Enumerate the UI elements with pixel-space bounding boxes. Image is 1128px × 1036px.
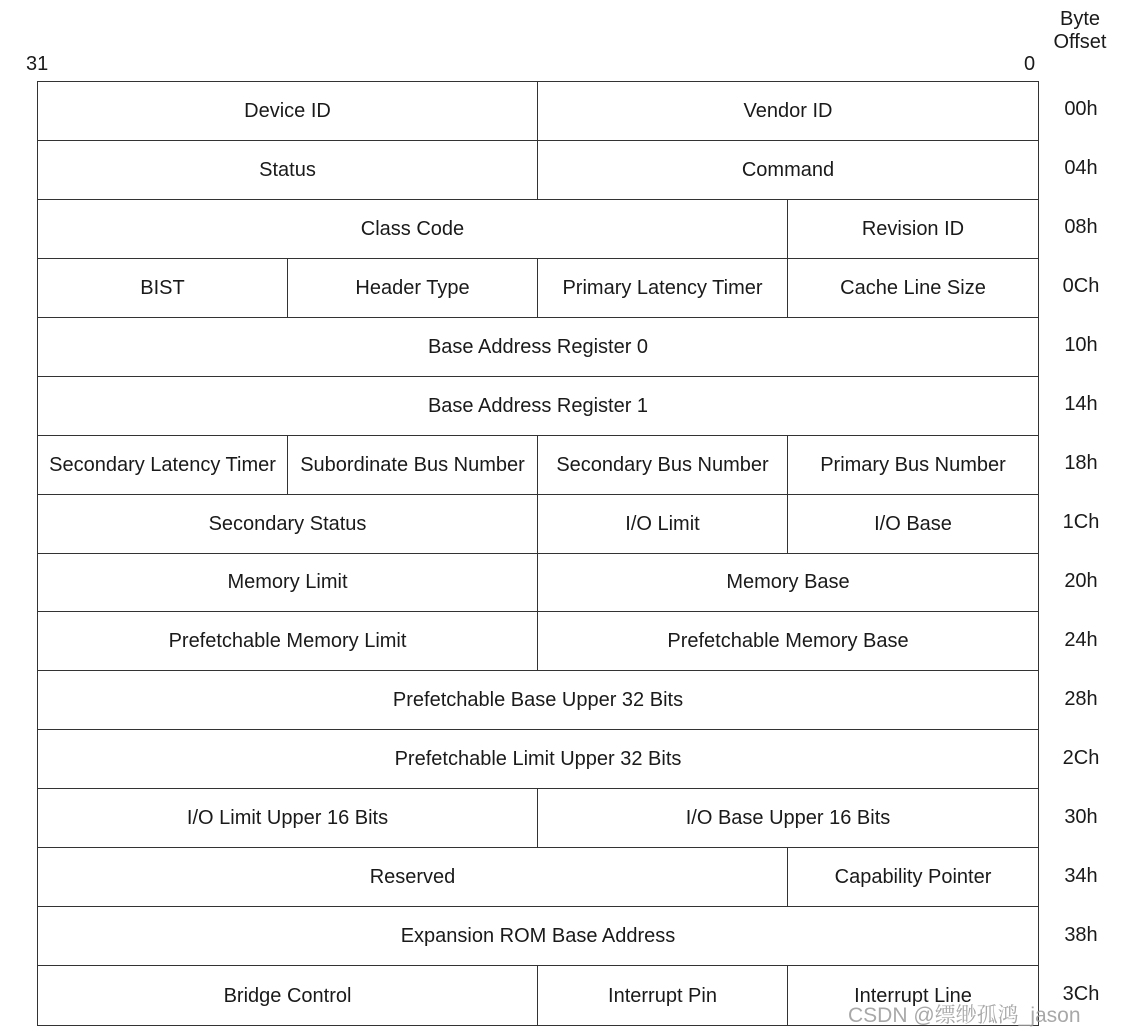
offset-label: 04h — [1064, 156, 1098, 179]
field-command: Command — [538, 141, 1038, 200]
byte-offset-header-line-1: Byte — [1059, 8, 1101, 30]
field-header-type: Header Type — [288, 259, 538, 318]
field-cache-line-size: Cache Line Size — [788, 259, 1038, 318]
byte-offset-header — [1040, 8, 1120, 54]
field-prefetchable-memory-limit: Prefetchable Memory Limit — [38, 612, 538, 671]
field-secondary-bus-number: Secondary Bus Number — [538, 436, 788, 495]
field-base-address-register-0: Base Address Register 0 — [38, 318, 1038, 377]
field-bridge-control: Bridge Control — [38, 966, 538, 1025]
type1-config-header-table — [37, 81, 1039, 1026]
field-i-o-limit-upper-16-bits: I/O Limit Upper 16 Bits — [38, 789, 538, 848]
field-reserved: Reserved — [38, 848, 788, 907]
offset-label: 38h — [1064, 924, 1098, 947]
field-expansion-rom-base-address: Expansion ROM Base Address — [38, 907, 1038, 966]
field-i-o-limit: I/O Limit — [538, 495, 788, 554]
field-bist: BIST — [38, 259, 288, 318]
field-prefetchable-limit-upper-32-bits: Prefetchable Limit Upper 32 Bits — [38, 730, 1038, 789]
bit-0-label: 0 — [1024, 53, 1036, 75]
offset-label: 28h — [1064, 688, 1098, 711]
field-secondary-latency-timer: Secondary Latency Timer — [38, 436, 288, 495]
offset-label: 0Ch — [1062, 274, 1100, 297]
field-i-o-base: I/O Base — [788, 495, 1038, 554]
field-primary-latency-timer: Primary Latency Timer — [538, 259, 788, 318]
field-revision-id: Revision ID — [788, 200, 1038, 259]
offset-label: 34h — [1064, 865, 1098, 888]
bit-31-label: 31 — [26, 53, 49, 75]
offset-label: 08h — [1064, 215, 1098, 238]
offset-label: 00h — [1064, 97, 1098, 120]
field-status: Status — [38, 141, 538, 200]
offset-label: 30h — [1064, 806, 1098, 829]
offset-label: 20h — [1064, 570, 1098, 593]
field-subordinate-bus-number: Subordinate Bus Number — [288, 436, 538, 495]
field-device-id: Device ID — [38, 82, 538, 141]
field-class-code: Class Code — [38, 200, 788, 259]
offset-label: 18h — [1064, 451, 1098, 474]
field-capability-pointer: Capability Pointer — [788, 848, 1038, 907]
field-i-o-base-upper-16-bits: I/O Base Upper 16 Bits — [538, 789, 1038, 848]
offset-label: 10h — [1064, 333, 1098, 356]
field-primary-bus-number: Primary Bus Number — [788, 436, 1038, 495]
field-interrupt-pin: Interrupt Pin — [538, 966, 788, 1025]
field-secondary-status: Secondary Status — [38, 495, 538, 554]
offset-label: 2Ch — [1062, 747, 1100, 770]
offset-label: 24h — [1064, 629, 1098, 652]
watermark: CSDN @缥缈孤鸿_jason — [848, 1004, 1081, 1027]
field-memory-base: Memory Base — [538, 554, 1038, 613]
field-memory-limit: Memory Limit — [38, 554, 538, 613]
offset-label: 3Ch — [1062, 983, 1100, 1006]
field-interrupt-line: Interrupt Line — [854, 984, 972, 1007]
offset-label: 14h — [1064, 392, 1098, 415]
field-prefetchable-memory-base: Prefetchable Memory Base — [538, 612, 1038, 671]
field-prefetchable-base-upper-32-bits: Prefetchable Base Upper 32 Bits — [38, 671, 1038, 730]
offset-label: 1Ch — [1062, 510, 1100, 533]
field-vendor-id: Vendor ID — [538, 82, 1038, 141]
byte-offset-header-line-2: Offset — [1053, 31, 1107, 53]
field-base-address-register-1: Base Address Register 1 — [38, 377, 1038, 436]
